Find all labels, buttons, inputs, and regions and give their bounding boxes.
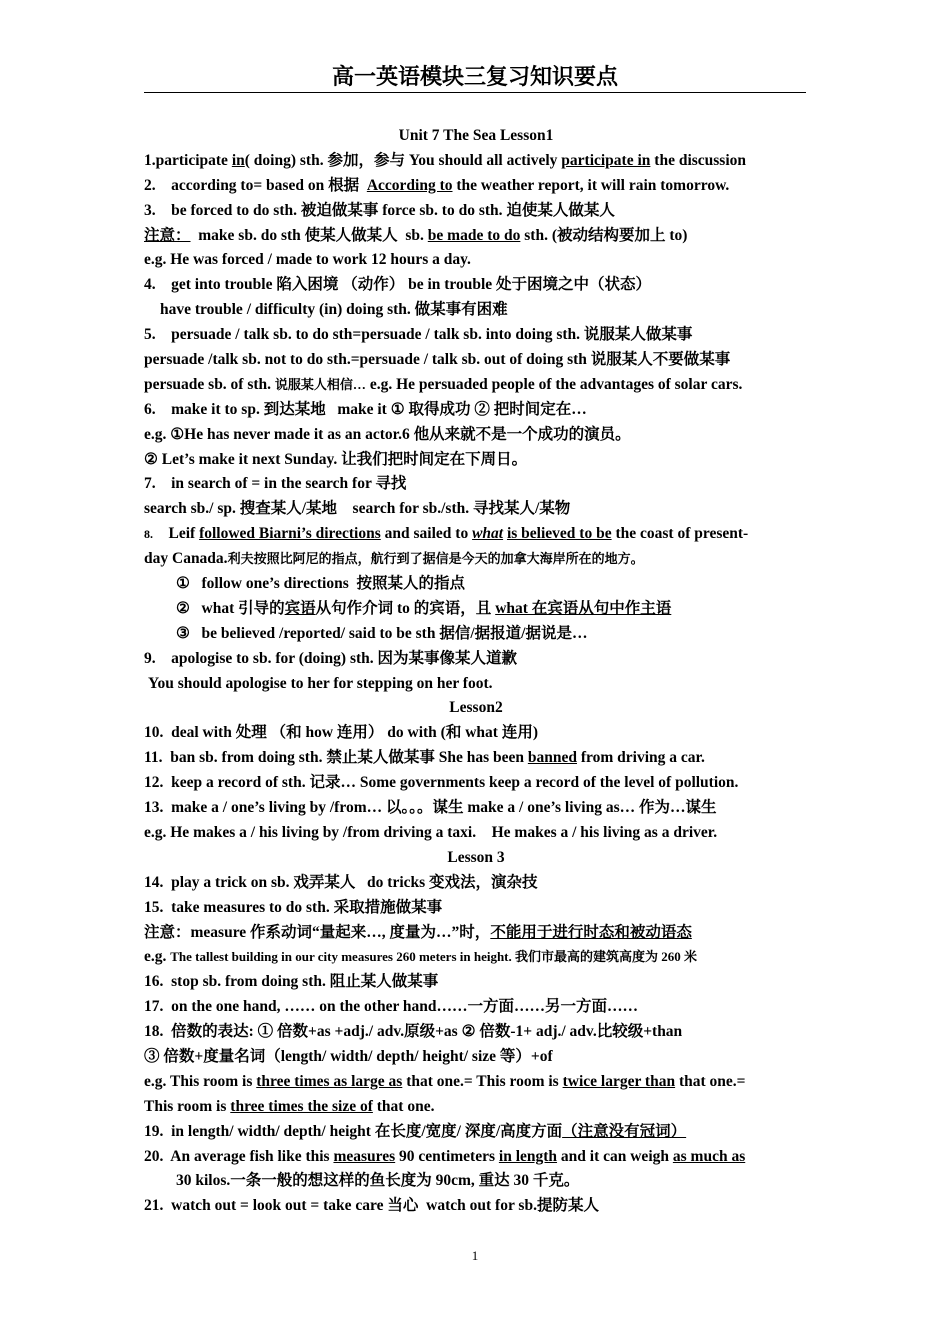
- text-segment: 30 kilos.一条一般的想这样的鱼长度为 90cm, 重达 30 千克。: [176, 1172, 580, 1190]
- text-line: [144, 174, 808, 199]
- underlined-text: 不能用于进行时态和被动语态: [490, 923, 692, 941]
- text-segment: 8.: [144, 527, 153, 542]
- text-segment: 5. persuade / talk sb. to do sth=persuade / talk sb. into doing sth. 说服某人做某事: [144, 326, 693, 344]
- text-segment: the discussion: [650, 151, 747, 169]
- text-segment: and it can weigh: [557, 1147, 673, 1165]
- text-segment: persuade /talk sb. not to do sth.=persuade / talk sb. out of doing sth 说服某人不要做某事: [144, 351, 731, 369]
- text-segment: e.g. He was forced / made to work 12 hours a day.: [144, 251, 471, 269]
- text-line: [144, 224, 808, 249]
- text-segment: Leif: [153, 525, 200, 543]
- underlined-text: followed Biarni’s directions: [199, 525, 381, 543]
- text-line: [144, 124, 808, 149]
- text-segment: Lesson2: [449, 699, 503, 717]
- text-line: [144, 1070, 808, 1095]
- text-line: [144, 1169, 808, 1194]
- text-segment: 90 centimeters: [395, 1147, 499, 1165]
- text-segment: 20. An average fish like this: [144, 1147, 334, 1165]
- text-segment: Lesson 3: [447, 848, 505, 866]
- text-segment: from driving a car.: [576, 749, 705, 767]
- text-line: [144, 547, 808, 572]
- text-line: [144, 1020, 808, 1045]
- text-segment: ② Let’s make it next Sunday. 让我们把时间定在下周日。: [144, 450, 528, 468]
- text-line: [144, 298, 808, 323]
- text-segment: 10. deal with 处理 （和 how 连用） do with (和 what 连用): [144, 724, 538, 742]
- text-line: [144, 597, 808, 622]
- text-segment: e.g. This room is: [144, 1072, 257, 1090]
- text-line: [144, 746, 808, 771]
- text-segment: The tallest building in our city measures 260 meters in height. 我们市最高的建筑高度为 260 米: [170, 949, 698, 965]
- text-segment: 12. keep a record of sth. 记录… Some governments keep a record of the level of pollution.: [144, 774, 739, 792]
- text-segment: 说服某人相信…: [274, 376, 366, 392]
- underlined-text: 注意：: [144, 226, 191, 244]
- text-segment: 1.participate: [144, 151, 232, 169]
- text-line: [144, 995, 808, 1020]
- text-segment: e.g. He persuaded people of the advantages of solar cars.: [365, 375, 743, 393]
- text-segment: 11. ban sb. from doing sth. 禁止某人做某事 She has been: [144, 749, 528, 767]
- text-line: [144, 522, 808, 547]
- text-line: [144, 373, 808, 398]
- text-line: [144, 1095, 808, 1120]
- text-segment: that one.: [372, 1097, 435, 1115]
- text-line: [144, 846, 808, 871]
- underlined-text: three times the size of: [230, 1097, 373, 1115]
- text-segment: 18. 倍数的表达: ① 倍数+as +adj./ adv.原级+as ② 倍数-1+ adj./ adv.比较级+than: [144, 1023, 683, 1041]
- text-segment: 13. make a / one’s living by /from… 以。。。谋生 make a / one’s living as… 作为…谋生: [144, 799, 717, 817]
- text-segment: 3. be forced to do sth. 被迫做某事 force sb. to do sth. 迫使某人做某人: [144, 201, 615, 219]
- text-segment: ( doing) sth. 参加，参与 You should all actively: [244, 151, 562, 169]
- text-line: [144, 448, 808, 473]
- text-segment: 9. apologise to sb. for (doing) sth. 因为某事像某人道歉: [144, 649, 518, 667]
- text-segment: 注意：measure 作系动词“量起来…, 度量为…”时，: [144, 923, 491, 941]
- text-line: [144, 896, 808, 921]
- text-segment: and sailed to: [380, 525, 473, 543]
- text-segment: ③ 倍数+度量名词（length/ width/ depth/ height/ size 等）+of: [144, 1047, 553, 1065]
- text-segment: 17. on the one hand, …… on the other hand……一方面……另一方面……: [144, 998, 639, 1016]
- underlined-text: what: [472, 525, 504, 543]
- text-segment: 6. make it to sp. 到达某地 make it ① 取得成功 ② 把时间定在…: [144, 400, 587, 418]
- text-line: [144, 149, 808, 174]
- text-line: [144, 1145, 808, 1170]
- text-line: [144, 921, 808, 946]
- underlined-text: three times as large as: [256, 1072, 403, 1090]
- text-segment: 19. in length/ width/ depth/ height 在长度/宽度/ 深度/高度方面: [144, 1122, 563, 1140]
- text-segment: ① follow one’s directions 按照某人的指点: [176, 575, 466, 593]
- underlined-text: is believed to be: [506, 525, 612, 543]
- text-segment: 从句作介词 to 的宾语，且: [315, 599, 496, 617]
- text-segment: persuade sb. of sth.: [144, 375, 275, 393]
- text-line: [144, 721, 808, 746]
- text-segment: day Canada.: [144, 550, 228, 568]
- text-line: [144, 572, 808, 597]
- underlined-text: twice larger than: [562, 1072, 676, 1090]
- text-segment: 15. take measures to do sth. 采取措施做某事: [144, 898, 443, 916]
- text-line: [144, 323, 808, 348]
- underlined-text: be made to do: [427, 226, 521, 244]
- text-segment: make sb. do sth 使某人做某人 sb.: [190, 226, 428, 244]
- text-line: [144, 199, 808, 224]
- text-segment: Unit 7 The Sea Lesson1: [398, 127, 554, 144]
- text-segment: sth. (被动结构要加上 to): [520, 226, 688, 244]
- text-segment: 4. get into trouble 陷入困境 （动作） be in trouble 处于困境之中（状态）: [144, 276, 652, 294]
- text-segment: You should apologise to her for stepping on her foot.: [148, 674, 493, 692]
- underlined-text: banned: [527, 749, 577, 767]
- text-line: [144, 273, 808, 298]
- underlined-text: participate in: [561, 151, 651, 169]
- text-segment: 21. watch out = look out = take care 当心 watch out for sb.提防某人: [144, 1197, 599, 1215]
- page-number: 1: [471, 1248, 479, 1263]
- underlined-text: as much as: [672, 1147, 746, 1165]
- text-segment: 2. according to= based on 根据: [144, 176, 367, 194]
- text-segment: e.g. He makes a / his living by /from driving a taxi. He makes a / his living as a driver.: [144, 823, 718, 841]
- page-title: 高一英语模块三复习知识要点: [144, 62, 806, 93]
- text-segment: 利夫按照比阿尼的指点，航行到了据信是今天的加拿大海岸所在的地方。: [227, 551, 644, 567]
- text-line: [144, 970, 808, 995]
- text-line: [144, 1194, 808, 1219]
- document-body: [144, 124, 808, 1219]
- text-segment: ② what 引导的: [176, 599, 285, 617]
- text-line: [144, 622, 808, 647]
- text-line: [144, 945, 808, 970]
- text-segment: 14. play a trick on sb. 戏弄某人 do tricks 变戏法，演杂技: [144, 873, 538, 891]
- text-segment: that one.= This room is: [402, 1072, 563, 1090]
- text-line: [144, 647, 808, 672]
- text-segment: search sb./ sp. 搜查某人/某地 search for sb./sth. 寻找某人/某物: [144, 500, 571, 518]
- underlined-text: in: [231, 151, 245, 169]
- text-segment: the coast of present-: [611, 525, 749, 543]
- text-line: [144, 672, 808, 697]
- text-line: [144, 1120, 808, 1145]
- text-line: [144, 398, 808, 423]
- text-line: [144, 472, 808, 497]
- underlined-text: According to: [366, 176, 453, 194]
- text-line: [144, 771, 808, 796]
- text-line: [144, 871, 808, 896]
- text-segment: e.g. ①He has never made it as an actor.6 他从来就不是一个成功的演员。: [144, 425, 631, 443]
- text-segment: e.g.: [144, 948, 171, 966]
- text-line: [144, 348, 808, 373]
- text-line: [144, 796, 808, 821]
- text-segment: that one.=: [675, 1072, 746, 1090]
- text-line: [144, 821, 808, 846]
- text-segment: 7. in search of = in the search for 寻找: [144, 475, 407, 493]
- text-segment: the weather report, it will rain tomorrow.: [452, 176, 730, 194]
- underlined-text: in length: [498, 1147, 558, 1165]
- text-line: [144, 497, 808, 522]
- text-segment: ③ be believed /reported/ said to be sth 据信/据报道/据说是…: [176, 624, 588, 642]
- underlined-text: measures: [333, 1147, 396, 1165]
- text-segment: This room is: [144, 1097, 231, 1115]
- text-line: [144, 696, 808, 721]
- underlined-text: （注意没有冠词）: [562, 1122, 687, 1140]
- text-line: [144, 1045, 808, 1070]
- text-segment: 16. stop sb. from doing sth. 阻止某人做某事: [144, 973, 439, 991]
- text-line: [144, 423, 808, 448]
- underlined-text: 宾语: [284, 599, 316, 617]
- text-segment: have trouble / difficulty (in) doing sth. 做某事有困难: [160, 301, 508, 319]
- underlined-text: what 在宾语从句中作主语: [495, 599, 672, 617]
- text-line: [144, 248, 808, 273]
